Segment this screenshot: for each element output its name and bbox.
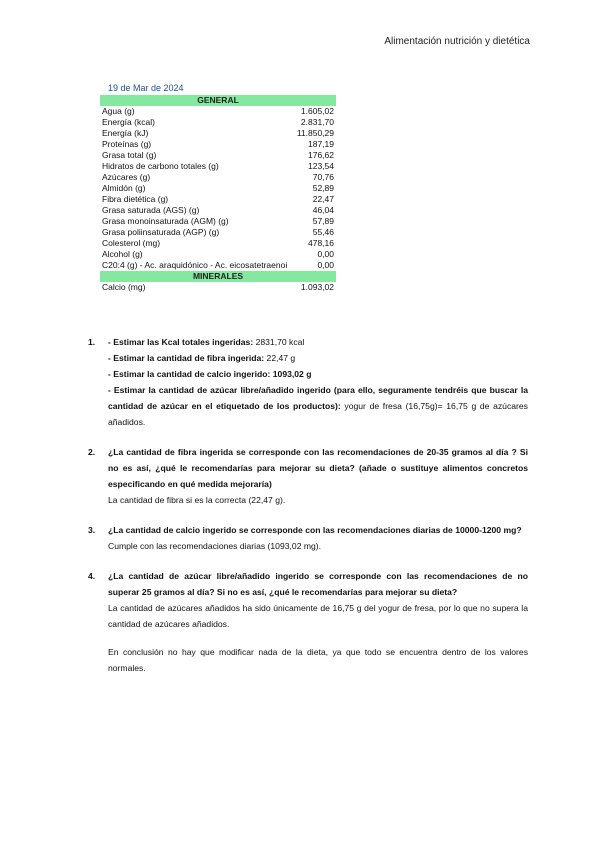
nutrient-value: 123,54 xyxy=(308,161,334,171)
nutrient-label: Calcio (mg) xyxy=(102,282,146,292)
nutrient-label: Azúcares (g) xyxy=(102,172,151,182)
nutrient-row xyxy=(100,227,336,238)
nutrient-value: 0,00 xyxy=(317,249,334,259)
nutrient-label: Grasa monoinsaturada (AGM) (g) xyxy=(102,216,229,226)
report-date: 19 de Mar de 2024 xyxy=(108,83,184,93)
nutrient-label: Hidratos de carbono totales (g) xyxy=(102,161,219,171)
nutrient-row xyxy=(100,183,336,194)
question-number: 3. xyxy=(88,525,96,535)
nutrient-row xyxy=(100,150,336,161)
nutrient-row xyxy=(100,249,336,260)
nutrient-label: Energía (kJ) xyxy=(102,128,149,138)
nutrient-label: Fibra dietética (g) xyxy=(102,194,169,204)
nutrient-label: Proteínas (g) xyxy=(102,139,152,149)
nutrient-row xyxy=(100,106,336,117)
nutrition-report-table xyxy=(100,82,336,293)
q4-answer: La cantidad de azúcares añadidos ha sido únicamente de 16,75 g del yogur de fresa, por lo que no supera la cantidad de azúcares añadidos. xyxy=(108,603,528,629)
nutrient-row xyxy=(100,128,336,139)
page-header-title: Alimentación nutrición y dietética xyxy=(384,36,530,47)
nutrient-value: 11.850,29 xyxy=(296,128,334,138)
nutrient-row xyxy=(100,260,336,271)
nutrient-value: 70,76 xyxy=(312,172,334,182)
nutrient-value: 187,19 xyxy=(308,139,334,149)
q2-answer: La cantidad de fibra si es la correcta (22,47 g). xyxy=(108,495,286,505)
nutrient-value: 52,89 xyxy=(312,183,334,193)
q1-line-fibra xyxy=(108,350,528,366)
nutrient-value: 57,89 xyxy=(312,216,334,226)
question-3 xyxy=(88,522,528,554)
nutrient-label: Colesterol (mg) xyxy=(102,238,161,248)
question-2 xyxy=(88,444,528,508)
nutrient-label: Grasa saturada (AGS) (g) xyxy=(102,205,200,215)
general-rows xyxy=(100,106,336,271)
nutrient-row xyxy=(100,172,336,183)
nutrient-label: Agua (g) xyxy=(102,106,135,116)
q2-question: ¿La cantidad de fibra ingerida se corresponde con las recomendaciones de 20-35 gramos al día ? Si no es así, ¿qué le recomendarías para mejorar su dieta? (añade o sustituye alimentos concretos especificando en qué medida mejoraría) xyxy=(108,447,528,489)
nutrient-row xyxy=(100,194,336,205)
nutrient-value: 478,16 xyxy=(308,238,334,248)
nutrient-row xyxy=(100,205,336,216)
q1-line-calcio xyxy=(108,366,528,382)
mineral-rows xyxy=(100,282,336,293)
q1-label-calcio: - Estimar la cantidad de calcio ingerido: xyxy=(108,369,271,379)
question-number: 2. xyxy=(88,447,96,457)
nutrient-value: 0,00 xyxy=(317,260,334,270)
q1-label-azucar: - Estimar la cantidad de azúcar libre/añadido ingerido (para ello, seguramente tendréis que buscar la cantidad de azúcar en el etiquetado de los productos): xyxy=(108,385,528,411)
nutrient-value: 46,04 xyxy=(312,205,334,215)
nutrient-value: 55,46 xyxy=(312,227,334,237)
nutrient-label: Almidón (g) xyxy=(102,183,146,193)
nutrient-value: 1.605,02 xyxy=(300,106,334,116)
q3-answer: Cumple con las recomendaciones diarias (1093,02 mg). xyxy=(108,541,322,551)
q1-value-fibra: 22,47 g xyxy=(264,353,296,363)
nutrient-label: Energía (kcal) xyxy=(102,117,155,127)
nutrient-value: 176,62 xyxy=(308,150,334,160)
general-section-header: GENERAL xyxy=(100,95,336,106)
questions-section xyxy=(88,334,528,690)
q1-line-azucar xyxy=(108,382,528,430)
nutrient-row xyxy=(100,282,336,293)
q1-label-kcal: - Estimar las Kcal totales ingeridas: xyxy=(108,337,254,347)
q1-line-kcal xyxy=(108,334,528,350)
q3-question: ¿La cantidad de calcio ingerido se corresponde con las recomendaciones diarias de 10000-1200 mg? xyxy=(108,525,522,535)
q4-conclusion: En conclusión no hay que modificar nada de la dieta, ya que todo se encuentra dentro de los valores normales. xyxy=(108,647,528,673)
nutrient-row xyxy=(100,161,336,172)
nutrient-row xyxy=(100,117,336,128)
q1-value-calcio: 1093,02 g xyxy=(270,369,312,379)
nutrient-value: 22,47 xyxy=(312,194,334,204)
q1-label-fibra: - Estimar la cantidad de fibra ingerida: xyxy=(108,353,265,363)
nutrient-row xyxy=(100,216,336,227)
q4-question: ¿La cantidad de azúcar libre/añadido ingerido se corresponde con las recomendaciones de no superar 25 gramos al día? Si no es así, ¿qué le recomendarías para mejorar su dieta? xyxy=(108,571,528,597)
question-1 xyxy=(88,334,528,430)
nutrient-label: Grasa poliinsaturada (AGP) (g) xyxy=(102,227,220,237)
nutrient-label: C20:4 (g) - Ac. araquidónico - Ac. eicosatetraenoi xyxy=(102,260,288,270)
question-number: 4. xyxy=(88,571,96,581)
minerals-section-header: MINERALES xyxy=(100,271,336,282)
nutrient-row xyxy=(100,139,336,150)
q1-value-kcal: 2831,70 kcal xyxy=(253,337,305,347)
question-number: 1. xyxy=(88,337,96,347)
question-4 xyxy=(88,568,528,676)
nutrient-value: 2.831,70 xyxy=(300,117,334,127)
nutrient-label: Grasa total (g) xyxy=(102,150,157,160)
nutrient-value: 1.093,02 xyxy=(300,282,334,292)
q1-value-azucar: yogur de fresa (16,75g)= 16,75 g de azúcares añadidos. xyxy=(108,401,528,427)
nutrient-label: Alcohol (g) xyxy=(102,249,143,259)
nutrient-row xyxy=(100,238,336,249)
